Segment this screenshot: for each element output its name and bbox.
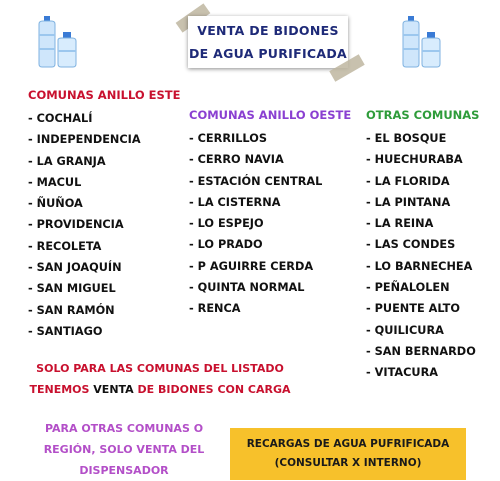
column-anillo-este <box>28 88 180 342</box>
list-item: - ESTACIÓN CENTRAL <box>189 174 323 188</box>
list-item: - RENCA <box>189 302 241 316</box>
list-item: - LO BARNECHEA <box>366 259 473 273</box>
list-item: - QUILICURA <box>366 323 444 337</box>
list-item: - LA PINTANA <box>366 195 451 209</box>
list-item: - LA REINA <box>366 217 434 231</box>
list-item: - COCHALÍ <box>28 112 93 125</box>
list-item: - EL BOSQUE <box>366 132 447 145</box>
list-item: - VITACURA <box>366 366 439 380</box>
list-item: - HUECHURABA <box>366 153 463 167</box>
list-item: - INDEPENDENCIA <box>28 133 141 147</box>
list-item: - LAS CONDES <box>366 238 456 252</box>
list-item: - QUINTA NORMAL <box>189 281 305 295</box>
column-heading: OTRAS COMUNAS <box>366 108 480 122</box>
note-text: DE BIDONES CON CARGA <box>133 383 291 396</box>
title-line-1: VENTA DE BIDONES <box>197 23 339 38</box>
note-line: SOLO PARA LAS COMUNAS DEL LISTADO <box>36 362 284 375</box>
title-card <box>188 16 348 68</box>
list-item: - SANTIAGO <box>28 324 103 338</box>
list-item: - CERRO NAVIA <box>189 153 284 167</box>
comunas-list <box>189 128 351 320</box>
list-item: - MACUL <box>28 175 82 189</box>
column-heading: COMUNAS ANILLO ESTE <box>28 88 181 102</box>
banner-line: RECARGAS DE AGUA PUFRIFICADA <box>246 438 450 450</box>
water-jug-icon <box>398 10 460 68</box>
list-item: - ÑUÑOA <box>28 197 83 211</box>
column-anillo-oeste <box>189 108 351 320</box>
column-otras-comunas <box>366 108 479 384</box>
comunas-list <box>366 128 479 384</box>
note-line: DISPENSADOR <box>79 464 169 477</box>
list-item: - PUENTE ALTO <box>366 302 460 316</box>
list-item: - RECOLETA <box>28 239 102 253</box>
list-item: - LO ESPEJO <box>189 217 264 231</box>
list-item: - LA GRANJA <box>28 154 106 168</box>
comunas-list <box>28 108 180 342</box>
note-line <box>0 379 320 400</box>
note-text: TENEMOS <box>29 383 94 396</box>
note-text: VENTA <box>93 383 134 396</box>
banner-line: (CONSULTAR X INTERNO) <box>274 457 422 469</box>
list-item: - CERRILLOS <box>189 132 267 145</box>
list-item: - SAN BERNARDO <box>366 344 476 358</box>
list-item: - LA CISTERNA <box>189 195 281 209</box>
note-line: REGIÓN, SOLO VENTA DEL <box>43 443 205 456</box>
water-jug-icon <box>34 10 96 68</box>
list-item: - SAN MIGUEL <box>28 282 116 296</box>
listado-note <box>0 358 320 400</box>
list-item: - LA FLORIDA <box>366 174 450 188</box>
list-item: - PROVIDENCIA <box>28 218 124 232</box>
list-item: - PEÑALOLEN <box>366 281 450 295</box>
column-heading: COMUNAS ANILLO OESTE <box>189 108 352 122</box>
list-item: - SAN RAMÓN <box>28 303 115 317</box>
recargas-banner <box>230 428 466 480</box>
note-line: PARA OTRAS COMUNAS O <box>44 422 204 435</box>
list-item: - LO PRADO <box>189 238 263 252</box>
otras-comunas-note <box>34 418 214 481</box>
list-item: - P AGUIRRE CERDA <box>189 259 314 273</box>
list-item: - SAN JOAQUÍN <box>28 261 122 275</box>
title-line-2: DE AGUA PURIFICADA <box>188 46 348 61</box>
